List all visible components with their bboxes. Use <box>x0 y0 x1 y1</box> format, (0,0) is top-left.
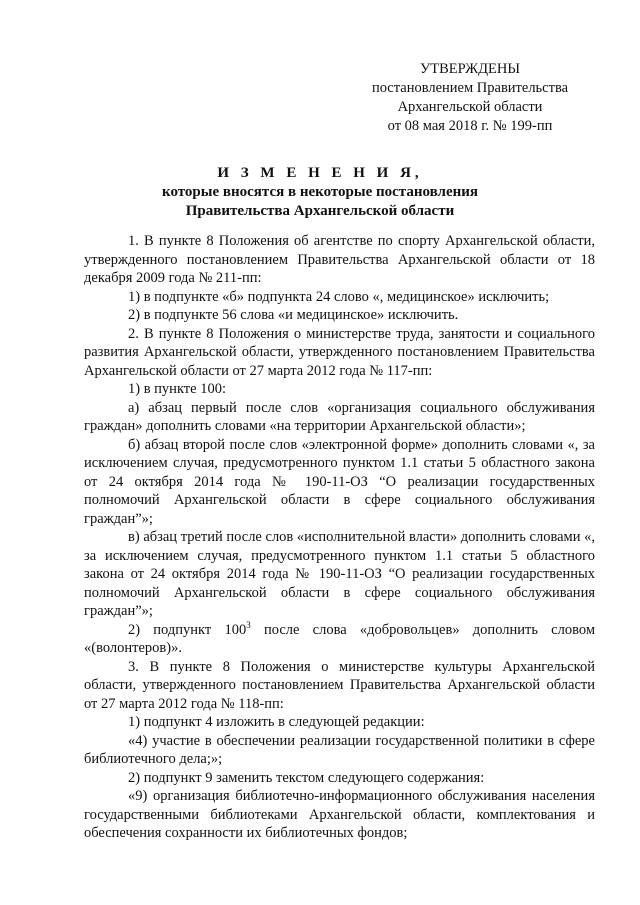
paragraph-text: после слова «добровольцев» дополнить словом «(волонтеров)». <box>84 621 595 656</box>
paragraph-text: 2) подпункт 100 <box>128 621 247 638</box>
paragraph: 3. В пункте 8 Положения о министерстве культуры Архангельской области, утвержденного постановлением Правительства Архангельской области от 27 марта 2012 года № 118-пп: <box>84 658 595 712</box>
approval-heading: УТВЕРЖДЕНЫ <box>419 61 521 77</box>
paragraph: «9) организация библиотечно-информационного обслуживания населения государственными библиотеками Архангельской области, комплектования и обеспечения сохранности их библиотечных фондов; <box>84 788 595 841</box>
document-title <box>0 164 640 221</box>
paragraph: 2. В пункте 8 Положения о министерстве труда, занятости и социального развития Архангельской области, утвержденного постановлением Правительства Архангельской области от 27 марта 2012 года № 117-пп: <box>84 325 595 379</box>
paragraph: а) абзац первый после слов «организация социального обслуживания граждан» дополнить словами «на территории Архангельской области»; <box>84 399 595 434</box>
approval-stamp <box>340 60 600 136</box>
paragraph: 1. В пункте 8 Положения об агентстве по спорту Архангельской области, утвержденного постановлением Правительства Архангельской области от 18 декабря 2009 года № 211-пп: <box>84 233 595 286</box>
superscript: 3 <box>246 619 251 630</box>
paragraph: б) абзац второй после слов «электронной форме» дополнить словами «, за исключением случая, предусмотренного пунктом 1.1 статьи 5 областного закона от 24 октября 2014 года № 190-11-ОЗ “О реализации государственных полномочий Архангельской области в сфере социального обслуживания граждан”»; <box>84 436 595 527</box>
paragraph: 1) в подпункте «б» подпункта 24 слово «, медицинское» исключить; <box>128 288 550 305</box>
paragraph: 2) в подпункте 56 слова «и медицинское» исключить. <box>128 307 459 323</box>
approval-line: Архангельской области <box>397 99 543 115</box>
paragraph: 2) подпункт 9 заменить текстом следующего содержания: <box>128 769 485 786</box>
paragraph: «4) участие в обеспечении реализации государственной политики в сфере библиотечного дела;»; <box>84 732 595 767</box>
approval-date: от 08 мая 2018 г. № 199-пп <box>387 118 553 134</box>
paragraph: в) абзац третий после слов «исполнительной власти» дополнить словами «, за исключением случая, предусмотренного пунктом 1.1 статьи 5 областного закона от 24 октября 2014 года № 190-11-ОЗ “О реализации государственных полномочий Архангельской области в сфере социального обслуживания граждан”»; <box>84 529 595 619</box>
title-main: И З М Е Н Е Н И Я, <box>217 165 423 181</box>
approval-line: постановлением Правительства <box>371 80 569 96</box>
paragraph: 1) подпункт 4 изложить в следующей редакции: <box>128 714 425 730</box>
title-sub: которые вносятся в некоторые постановления <box>162 184 478 200</box>
document-body <box>84 232 595 843</box>
title-sub: Правительства Архангельской области <box>185 203 455 219</box>
paragraph: 1) в пункте 100: <box>128 381 226 397</box>
paragraph <box>84 621 595 658</box>
